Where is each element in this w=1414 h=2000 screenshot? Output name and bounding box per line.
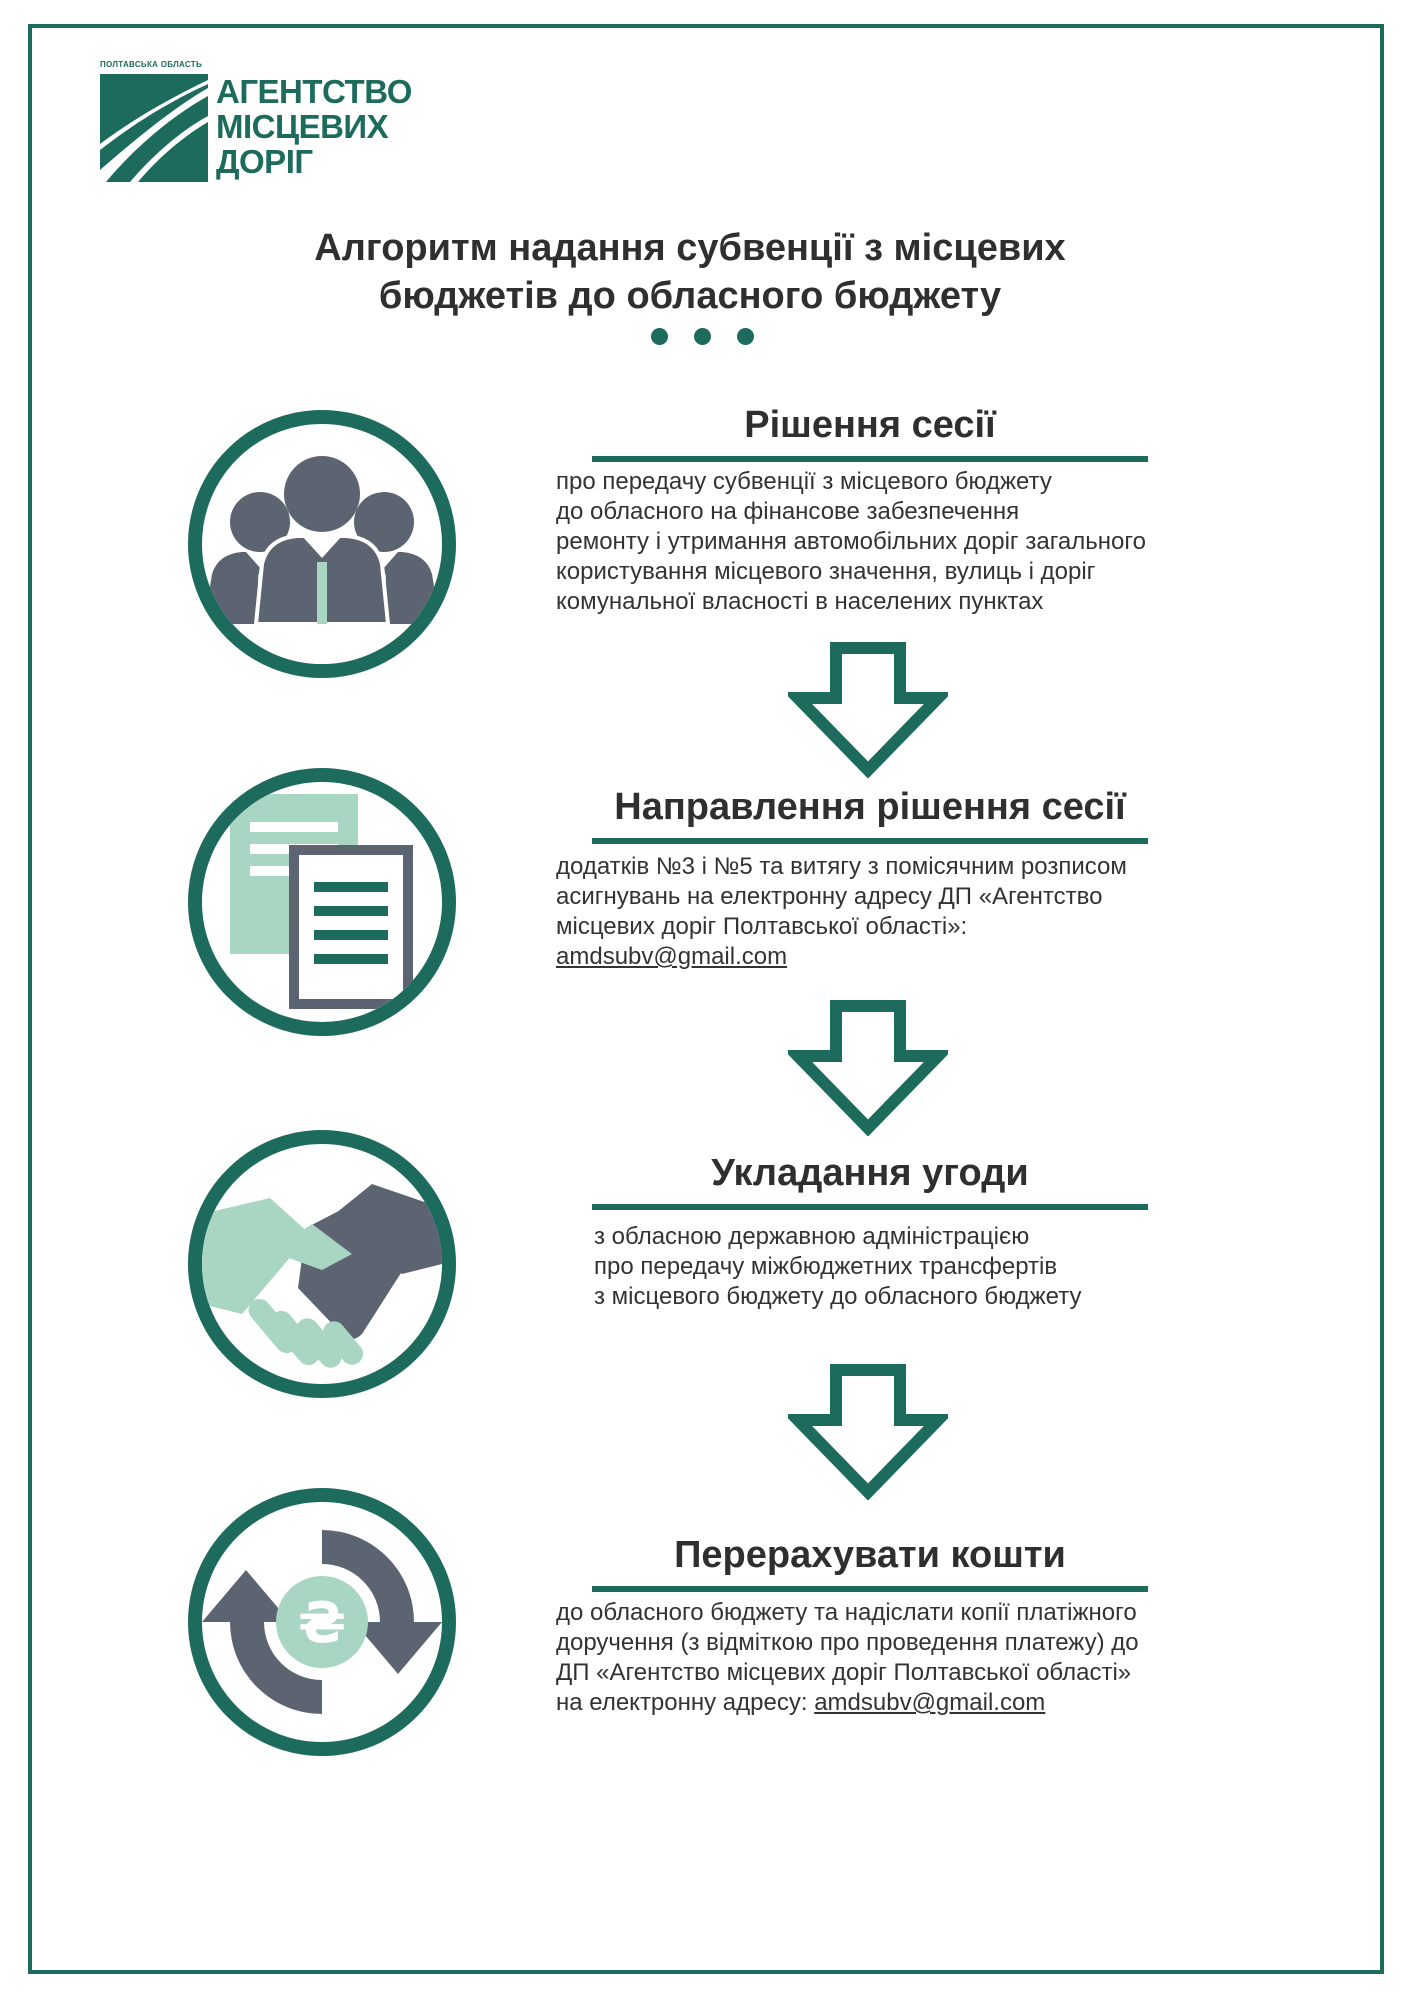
logo-line-2: МІСЦЕВИХ bbox=[216, 108, 389, 145]
step-1-description bbox=[556, 467, 1146, 617]
dot-icon bbox=[651, 328, 668, 345]
step-4-line: ДП «Агентство місцевих доріг Полтавської області» bbox=[556, 1659, 1132, 1686]
step-1-line: до обласного на фінансове забезпечення bbox=[556, 498, 1020, 525]
agency-logo bbox=[100, 60, 430, 190]
page-title-line-2: бюджетів до обласного бюджету bbox=[378, 275, 1002, 317]
page-title bbox=[260, 224, 1120, 320]
step-4-heading: Перерахувати кошти bbox=[674, 1534, 1066, 1576]
step-3-underline bbox=[592, 1204, 1148, 1210]
step-4-line: доручення (з відміткою про проведення платежу) до bbox=[556, 1629, 1139, 1656]
step-2-line: додатків №3 і №5 та витягу з помісячним розписом bbox=[556, 853, 1127, 880]
step-4-line bbox=[556, 1688, 1139, 1718]
logo-line-1: АГЕНТСТВО bbox=[216, 73, 412, 110]
step-3-line: про передачу міжбюджетних трансфертів bbox=[594, 1253, 1058, 1280]
step-1-line: комунальної власності в населених пунктах bbox=[556, 588, 1044, 615]
step-1-underline bbox=[592, 456, 1148, 462]
step-2-line: асигнувань на електронну адресу ДП «Агентство bbox=[556, 883, 1103, 910]
down-arrow-icon bbox=[788, 1364, 948, 1500]
hryvnia-symbol: ₴ bbox=[297, 1591, 347, 1656]
step-1-line: ремонту і утримання автомобільних доріг загального bbox=[556, 528, 1146, 555]
step-2-underline bbox=[592, 838, 1148, 844]
step-3-line: з місцевого бюджету до обласного бюджету bbox=[594, 1283, 1082, 1310]
step-3-line: з обласною державною адміністрацією bbox=[594, 1223, 1030, 1250]
step-4-line: до обласного бюджету та надіслати копії платіжного bbox=[556, 1599, 1137, 1626]
step-1-icon-circle bbox=[188, 410, 456, 678]
step-4-email-prefix: на електронну адресу: bbox=[556, 1689, 815, 1716]
road-logo-icon bbox=[100, 74, 208, 182]
logo-region-label: ПОЛТАВСЬКА ОБЛАСТЬ bbox=[100, 60, 203, 69]
logo-line-3: ДОРІГ bbox=[216, 143, 313, 180]
step-1-line: користування місцевого значення, вулиць і доріг bbox=[556, 558, 1096, 585]
dot-icon bbox=[694, 328, 711, 345]
step-1-line: про передачу субвенції з місцевого бюджету bbox=[556, 468, 1052, 495]
down-arrow-icon bbox=[788, 642, 948, 778]
page-title-line-1: Алгоритм надання субвенції з місцевих bbox=[314, 227, 1066, 269]
title-dots bbox=[651, 328, 761, 348]
step-2-description bbox=[556, 852, 1127, 972]
step-2-heading: Направлення рішення сесії bbox=[614, 786, 1126, 828]
step-4-underline bbox=[592, 1586, 1148, 1592]
step-3-icon-circle bbox=[188, 1130, 456, 1398]
documents-icon bbox=[202, 782, 442, 1022]
step-4-description bbox=[556, 1598, 1139, 1718]
step-3-description bbox=[594, 1222, 1081, 1312]
step-1-heading: Рішення сесії bbox=[744, 404, 996, 446]
hryvnia-transfer-icon bbox=[202, 1502, 442, 1742]
down-arrow-icon bbox=[788, 1000, 948, 1136]
logo-wordmark bbox=[216, 74, 412, 179]
dot-icon bbox=[737, 328, 754, 345]
step-2-line: місцевих доріг Полтавської області»: bbox=[556, 913, 968, 940]
step-4-email-link[interactable]: amdsubv@gmail.com bbox=[814, 1689, 1046, 1716]
step-3-heading: Укладання угоди bbox=[711, 1152, 1029, 1194]
people-icon bbox=[202, 424, 442, 664]
step-4-icon-circle bbox=[188, 1488, 456, 1756]
handshake-icon bbox=[202, 1144, 442, 1384]
step-2-icon-circle bbox=[188, 768, 456, 1036]
step-2-email-link[interactable]: amdsubv@gmail.com bbox=[556, 943, 788, 970]
